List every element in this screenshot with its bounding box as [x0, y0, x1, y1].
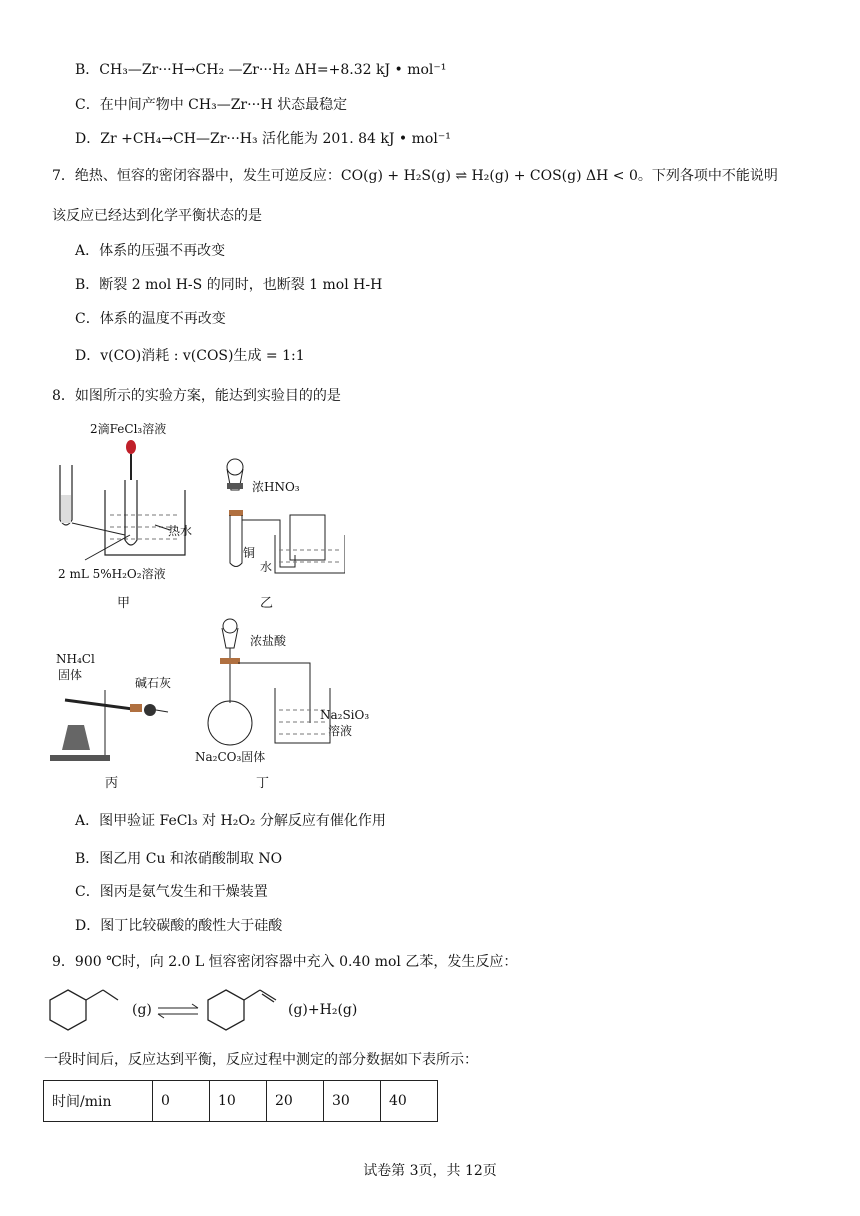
- ding-hcl-label: 浓盐酸: [250, 634, 287, 648]
- q9-stem: 9．900 ℃时，向 2.0 L 恒容密闭容器中充入 0.40 mol 乙苯，发生反应：: [52, 954, 518, 970]
- q9-eq-left-phase: (g): [132, 1002, 152, 1018]
- table-row: [44, 1081, 438, 1122]
- yi-caption: 乙: [260, 596, 274, 611]
- q7-option-a: A．体系的压强不再改变: [75, 243, 226, 259]
- bing-lime-label: 碱石灰: [135, 676, 172, 690]
- jia-caption: 甲: [117, 596, 131, 611]
- q8-option-c: C．图丙是氨气发生和干燥装置: [75, 884, 268, 900]
- benzene-ring-icon: [208, 990, 244, 1030]
- q8-option-a: A．图甲验证 FeCl₃ 对 H₂O₂ 分解反应有催化作用: [75, 813, 386, 829]
- q9-data-table: [43, 1080, 438, 1122]
- q7-option-b: B．断裂 2 mol H-S 的同时，也断裂 1 mol H-H: [75, 277, 383, 293]
- table-cell: 0: [153, 1081, 210, 1122]
- q7-option-c: C．体系的温度不再改变: [75, 311, 226, 327]
- figure-bing: [50, 680, 180, 765]
- ding-na2co3-label: Na₂CO₃固体: [195, 750, 266, 764]
- q7-option-d: D．v(CO)消耗 : v(COS)生成 = 1:1: [75, 348, 305, 364]
- q6-option-d: D．Zr +CH₄→CH—Zr···H₃ 活化能为 201. 84 kJ • mol⁻¹: [75, 131, 451, 147]
- ding-solution-label: 溶液: [328, 724, 353, 738]
- yi-hno3-label: 浓HNO₃: [252, 480, 300, 494]
- q7-stem-line2: 该反应已经达到化学平衡状态的是: [52, 208, 262, 224]
- yi-water-label: 水: [260, 560, 273, 574]
- bing-caption: 丙: [105, 776, 119, 791]
- q7-stem-line1: 7．绝热、恒容的密闭容器中，发生可逆反应：CO(g) + H₂S(g) ⇌ H₂(g) + COS(g) ΔH < 0。下列各项中不能说明: [52, 168, 778, 184]
- table-header-time: 时间/min: [44, 1081, 153, 1122]
- figure-jia: [50, 435, 220, 575]
- q9-eq-right: (g)+H₂(g): [288, 1002, 358, 1018]
- bing-solid-label: 固体: [58, 668, 83, 682]
- table-cell: 40: [381, 1081, 438, 1122]
- q6-option-b: B．CH₃—Zr···H→CH₂ —Zr···H₂ ΔH=+8.32 kJ • mol⁻¹: [75, 62, 447, 78]
- jia-fecl3-label: 2滴FeCl₃溶液: [90, 422, 167, 436]
- bing-nh4cl-label: NH₄Cl: [56, 652, 95, 666]
- yi-copper-label: 铜: [243, 546, 256, 560]
- table-cell: 10: [210, 1081, 267, 1122]
- jia-h2o2-label: 2 mL 5%H₂O₂溶液: [58, 567, 166, 581]
- q6-option-c: C．在中间产物中 CH₃—Zr···H 状态最稳定: [75, 97, 348, 113]
- q8-option-d: D．图丁比较碳酸的酸性大于硅酸: [75, 918, 283, 934]
- ding-na2sio3-label: Na₂SiO₃: [320, 708, 370, 722]
- q8-stem: 8．如图所示的实验方案，能达到实验目的的是: [52, 388, 341, 404]
- table-cell: 20: [267, 1081, 324, 1122]
- q9-after-text: 一段时间后，反应达到平衡，反应过程中测定的部分数据如下表所示：: [44, 1052, 478, 1068]
- ding-caption: 丁: [256, 776, 270, 791]
- benzene-ring-icon: [50, 990, 86, 1030]
- figure-yi: [215, 455, 345, 575]
- dropper-bulb-icon: [126, 440, 136, 454]
- table-cell: 30: [324, 1081, 381, 1122]
- q8-option-b: B．图乙用 Cu 和浓硝酸制取 NO: [75, 851, 283, 867]
- page-footer: 试卷第 3页，共 12页: [363, 1163, 497, 1179]
- jia-hot-water-label: 热水: [168, 524, 193, 538]
